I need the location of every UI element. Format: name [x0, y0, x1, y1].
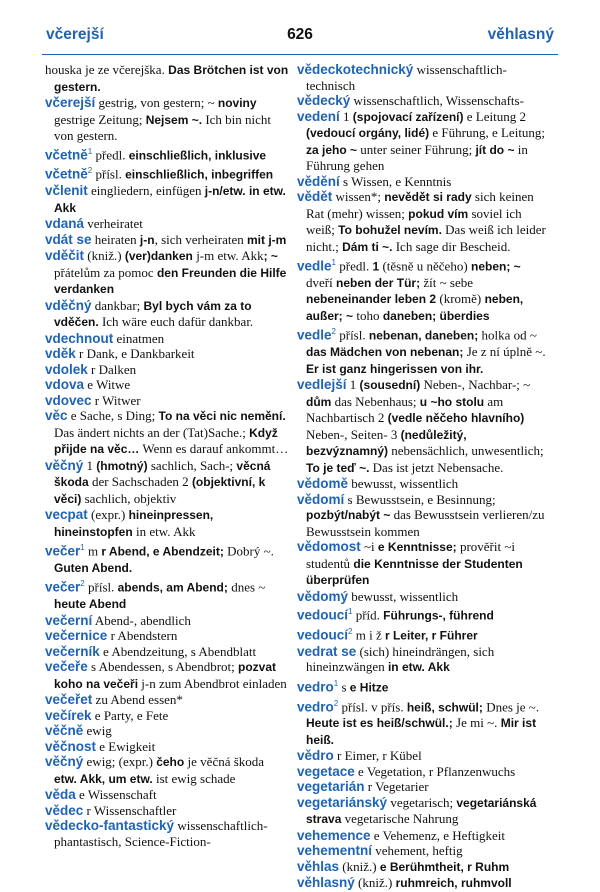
entry-phrase: einschließlich, inbegriffen	[125, 167, 274, 182]
entry-phrase: Dám ti ~.	[342, 239, 393, 254]
entry-headword: vědro	[297, 748, 334, 764]
entry-text: příd.	[352, 607, 384, 623]
entry-text: der Sachschaden 2	[88, 474, 192, 490]
entry-phrase: einschließlich, inklusive	[128, 147, 267, 162]
entry-text: , sich verheiraten	[154, 231, 247, 247]
guide-word-left: včerejší	[46, 26, 104, 43]
entry-text: wissenschaftlich-phantastisch, Science-Fiction-	[54, 818, 268, 849]
entry-headword: věčnost	[45, 738, 97, 754]
entry-text: gestrige Zeitung;	[54, 111, 146, 127]
entry-headword: vecpat	[45, 507, 88, 523]
entry-text: r Vegetarier	[364, 779, 429, 795]
entry-phrase: Heute ist es heiß/schwül.;	[306, 716, 457, 731]
entry-text: (sich) hineindrängen, sich hineinzwängen	[306, 643, 495, 675]
dictionary-entry	[45, 708, 290, 724]
entry-text: e Vehemenz, e Heftigkeit	[370, 827, 505, 843]
homonym-number: 1	[80, 543, 85, 553]
entry-text: Dobrý ~.	[227, 543, 274, 559]
entry-text: r Witwer	[91, 392, 141, 408]
entry-text: e Führung, e Leitung;	[429, 125, 546, 140]
left-column	[45, 62, 290, 849]
dictionary-entry	[45, 393, 290, 409]
entry-headword: včlenit	[45, 183, 88, 199]
dictionary-entry	[297, 748, 547, 764]
entry-headword: vedro	[297, 679, 334, 695]
entry-text: wissen*;	[332, 189, 385, 204]
entry-phrase: (objektivní, k věci)	[54, 475, 266, 506]
entry-text: Je mi ~.	[456, 715, 498, 731]
entry-phrase: (hmotný)	[96, 458, 148, 473]
entry-phrase: Byl bych vám za to vděčen.	[54, 298, 252, 330]
dictionary-entry	[45, 362, 290, 378]
entry-phrase: daneben; überdies	[379, 308, 490, 323]
dictionary-entry	[297, 324, 547, 377]
entry-text: 1	[339, 108, 353, 124]
entry-headword: vědomost	[297, 539, 361, 555]
entry-text: das Nebenhaus;	[331, 393, 420, 409]
entry-phrase: nevědět si rady	[384, 190, 472, 204]
entry-text: prověřit ~i studentů	[306, 539, 515, 571]
dictionary-entry	[45, 818, 290, 849]
entry-text: soviel ich weiß;	[306, 205, 522, 237]
entry-text: (kromě)	[439, 291, 482, 307]
entry-text: vegetarisch;	[387, 794, 457, 810]
dictionary-entry	[45, 739, 290, 755]
entry-phrase: To na věci nic nemění.	[158, 409, 286, 424]
entry-headword: vděčit	[45, 248, 85, 264]
entry-text: předl.	[92, 146, 129, 162]
dictionary-entry	[297, 795, 547, 828]
entry-headword: včetně	[45, 166, 88, 182]
entry-text: (kniž.)	[84, 248, 125, 264]
entry-phrase: To je teď ~.	[306, 460, 370, 475]
entry-text: vehement, heftig	[372, 843, 463, 859]
entry-text: e Ewigkeit	[96, 738, 156, 754]
entry-phrase: neben; ~	[467, 259, 521, 274]
entry-text: einatmen	[113, 330, 165, 346]
entry-text: Wenn es darauf ankommt…	[139, 441, 289, 457]
entry-phrase: (vedoucí orgány, lidé)	[306, 126, 430, 140]
homonym-number: 2	[331, 327, 336, 337]
entry-headword: večer	[45, 579, 81, 595]
entry-phrase: To bohužel nevím.	[338, 223, 442, 237]
header-rule	[42, 54, 558, 55]
entry-headword: vedrat se	[297, 643, 357, 659]
entry-headword: vdechnout	[45, 330, 114, 346]
entry-headword: večerní	[45, 612, 93, 628]
dictionary-entry	[45, 787, 290, 803]
entry-text: j-n zum Abendbrot einladen	[138, 675, 287, 691]
entry-phrase: abends, am Abend;	[117, 580, 232, 595]
entry-text: dankbar;	[91, 297, 144, 313]
entry-phrase: Když přijde na věc…	[54, 425, 278, 457]
entry-headword: vdovec	[45, 392, 92, 408]
entry-headword: večírek	[45, 707, 92, 723]
entry-headword: věda	[45, 787, 76, 803]
dictionary-entry	[45, 232, 290, 249]
homonym-number: 2	[333, 698, 339, 708]
dictionary-entry	[45, 458, 290, 508]
dictionary-entry	[297, 604, 547, 624]
dictionary-entry	[45, 754, 290, 787]
dictionary-entry	[45, 377, 290, 393]
entry-phrase: pozvat koho na večeři	[54, 660, 277, 691]
entry-phrase: r Leiter, r Führer	[384, 628, 478, 643]
entry-text: vegetarische Nahrung	[341, 811, 459, 827]
entry-headword: věc	[45, 408, 68, 424]
entry-text: s	[338, 679, 350, 695]
entry-text: ~i	[360, 539, 378, 555]
dictionary-entry	[45, 163, 290, 183]
homonym-number: 1	[87, 146, 93, 156]
dictionary-entry	[45, 613, 290, 629]
entry-phrase: in etw. Akk	[387, 660, 450, 675]
entry-text: gestrig, von gestern; ~	[95, 95, 218, 110]
entry-phrase: Er ist ganz hingerissen von ihr.	[306, 361, 484, 376]
entry-phrase: Mir ist heiß.	[306, 716, 537, 747]
entry-phrase: (nedůležitý, bezvýznamný)	[306, 427, 467, 459]
entry-text: 1	[346, 377, 360, 393]
entry-text: přísl.	[335, 327, 369, 343]
entry-phrase: u ~ho stolu	[419, 394, 485, 409]
entry-text: e Party, e Fete	[91, 707, 169, 723]
entry-text: zu Abend essen*	[92, 692, 183, 708]
entry-text: bewusst, wissentlich	[348, 588, 459, 604]
entry-phrase: r Abend, e Abendzeit;	[101, 544, 228, 559]
entry-headword: vdát se	[45, 231, 92, 247]
dictionary-entry	[45, 659, 290, 692]
entry-text: Ich wäre euch dafür dankbar.	[98, 314, 254, 330]
entry-phrase: nebeneinander leben 2	[306, 292, 440, 307]
entry-text: s Bewusstsein, e Besinnung;	[344, 491, 496, 507]
entry-text: žít ~ sebe	[423, 274, 474, 290]
dictionary-entry	[45, 408, 290, 458]
entry-headword: vegetarián	[297, 779, 365, 795]
page-number: 626	[287, 26, 313, 43]
dictionary-entry	[45, 628, 290, 644]
dictionary-entry	[45, 62, 290, 95]
dictionary-entry	[297, 624, 547, 644]
entry-phrase: za jeho ~	[306, 142, 358, 157]
entry-phrase: Nejsem ~.	[145, 112, 203, 127]
dictionary-entry	[45, 298, 290, 331]
entry-phrase: (sousední)	[359, 378, 421, 393]
entry-text: přísl.	[84, 579, 118, 595]
dictionary-entry	[45, 95, 290, 144]
dictionary-entry	[297, 644, 547, 676]
entry-text: Das weiß ich leider nicht.;	[306, 222, 546, 254]
dictionary-entry	[45, 248, 290, 298]
entry-headword: vědomí	[297, 491, 345, 507]
entry-headword: vědění	[297, 173, 340, 189]
dictionary-entry	[297, 174, 547, 190]
entry-text: unter seiner Führung;	[357, 141, 476, 157]
entry-text: sachlich, Sach-;	[147, 457, 237, 473]
entry-phrase: e Hitze	[349, 680, 389, 695]
entry-text: bewusst, wissentlich	[348, 476, 459, 492]
dictionary-entry	[297, 255, 547, 324]
entry-text: nebensächlich, unwesentlich;	[388, 443, 544, 459]
entry-phrase: jít do ~	[475, 142, 515, 157]
dictionary-entry	[297, 539, 547, 589]
entry-text: ewig; (expr.)	[83, 754, 157, 770]
entry-text: přísl.	[92, 166, 126, 182]
entry-phrase: čeho	[156, 755, 188, 770]
dictionary-entry	[297, 696, 547, 749]
entry-headword: vedlejší	[297, 377, 347, 393]
homonym-number: 2	[87, 166, 93, 176]
entry-headword: vděk	[45, 346, 76, 362]
dictionary-entry	[45, 540, 290, 576]
entry-text: r Dalken	[87, 361, 137, 377]
dictionary-entry	[297, 779, 547, 795]
entry-phrase: pozbýt/nabýt ~	[306, 508, 391, 523]
entry-headword: vědomý	[297, 588, 349, 604]
entry-text: sachlich, objektiv	[81, 490, 177, 506]
dictionary-entry	[297, 676, 547, 696]
entry-phrase: Guten Abend.	[54, 560, 133, 575]
entry-headword: večeřet	[45, 692, 93, 708]
entry-phrase: j-n/etw. in etw. Akk	[54, 184, 286, 215]
entry-text: 1	[83, 457, 97, 473]
entry-text: sich keinen Rat (mehr) wissen;	[306, 189, 534, 221]
entry-headword: vedro	[297, 698, 334, 714]
entry-headword: včerejší	[45, 95, 96, 110]
entry-phrase: nebenan, daneben;	[368, 328, 482, 343]
entry-text: am Nachbartisch 2	[306, 393, 504, 426]
homonym-number: 2	[80, 579, 85, 589]
entry-text: r Abendstern	[107, 628, 178, 644]
dictionary-entry	[297, 828, 547, 844]
entry-phrase: e Kenntnisse;	[377, 540, 460, 555]
entry-text: (kniž.)	[339, 858, 380, 874]
entry-text: wissenschaftlich-technisch	[306, 62, 507, 93]
entry-text: Neben-, Seiten- 3	[306, 426, 401, 442]
dictionary-entry	[45, 183, 290, 216]
entry-text: toho	[356, 307, 380, 323]
entry-text: m i ž	[352, 627, 385, 643]
homonym-number: 1	[331, 258, 336, 267]
entry-phrase: mit j-m	[246, 232, 287, 247]
dictionary-entry	[45, 644, 290, 660]
entry-headword: vedení	[297, 108, 340, 124]
entry-phrase: Das Brötchen ist von gestern.	[54, 63, 289, 94]
entry-headword: večerník	[45, 643, 100, 659]
dictionary-entry	[45, 692, 290, 708]
entry-headword: věhlas	[297, 858, 340, 874]
homonym-number: 1	[333, 678, 339, 688]
entry-headword: vdaná	[45, 216, 85, 232]
dictionary-entry	[45, 331, 290, 347]
entry-text: e Witwe	[84, 377, 131, 393]
entry-headword: vedle	[297, 327, 332, 343]
entry-headword: věčný	[45, 754, 84, 770]
entry-headword: věčný	[45, 457, 84, 473]
entry-text: Ich sage dir Bescheid.	[392, 238, 511, 254]
dictionary-entry	[297, 377, 547, 476]
entry-phrase: neben der Tür;	[332, 275, 424, 290]
entry-text: j-m etw. Akk	[196, 248, 264, 264]
entry-headword: vehementní	[297, 843, 373, 859]
entry-phrase: das Mädchen von nebenan;	[306, 345, 467, 360]
entry-phrase: (vedle něčeho hlavního)	[387, 411, 525, 426]
dictionary-entry	[297, 875, 547, 892]
entry-phrase: heiß, schwül;	[406, 699, 487, 714]
dictionary-entry	[297, 843, 547, 859]
entry-headword: večer	[45, 543, 81, 559]
entry-headword: vdova	[45, 377, 85, 393]
entry-phrase: ruhmreich, ruhmvoll	[395, 876, 512, 891]
entry-text: r Dank, e Dankbarkeit	[75, 346, 195, 362]
entry-text: Das ändert nichts an der (Tat)Sache.;	[54, 424, 250, 440]
dictionary-entry	[297, 764, 547, 780]
entry-text: předl.	[335, 258, 373, 274]
entry-headword: vděčný	[45, 297, 92, 313]
entry-phrase: (ver)danken	[124, 249, 197, 264]
dictionary-entry	[297, 189, 547, 255]
entry-phrase: dům	[306, 394, 332, 409]
dictionary-entry	[297, 93, 547, 109]
dictionary-entry	[45, 346, 290, 362]
entry-text: dveří	[306, 274, 333, 290]
entry-headword: večeře	[45, 659, 88, 675]
entry-phrase: j-n	[139, 232, 155, 247]
entry-phrase: (spojovací zařízení)	[352, 109, 464, 124]
entry-headword: vegetariánský	[297, 794, 388, 810]
entry-phrase: die Kenntnisse der Studenten überprüfen	[306, 556, 523, 588]
entry-text: dnes ~	[231, 579, 266, 595]
entry-text: Neben-, Nachbar-; ~	[420, 377, 531, 393]
entry-text: s Wissen, e Kenntnis	[339, 173, 452, 189]
entry-headword: vědět	[297, 189, 333, 204]
right-column	[297, 62, 547, 892]
entry-phrase: den Freunden die Hilfe verdanken	[54, 265, 287, 297]
entry-headword: vedle	[297, 258, 332, 274]
entry-text: eingliedern, einfügen	[87, 183, 205, 199]
entry-phrase: noviny	[217, 96, 257, 110]
entry-text: m	[84, 543, 102, 559]
dictionary-entry	[297, 476, 547, 492]
entry-headword: vědecký	[297, 93, 351, 108]
entry-phrase: hineinpressen, hineinstopfen	[54, 508, 214, 539]
homonym-number: 2	[348, 626, 353, 636]
entry-text: přísl. v přís.	[338, 698, 407, 714]
homonym-number: 1	[348, 607, 353, 617]
entry-text: ewig	[83, 723, 112, 739]
entry-text: s Abendessen, s Abendbrot;	[87, 659, 239, 675]
entry-text: r Wissenschaftler	[83, 802, 177, 818]
dictionary-entry	[45, 576, 290, 612]
entry-text: (expr.)	[87, 507, 129, 523]
dictionary-entry	[297, 589, 547, 605]
entry-text: e Sache, s Ding;	[67, 408, 159, 424]
entry-phrase: heute Abend	[54, 597, 127, 612]
entry-text: verheiratet	[84, 216, 143, 232]
dictionary-entry	[297, 859, 547, 876]
entry-phrase: neben, außer; ~	[306, 292, 524, 323]
entry-text: e Vegetation, r Pflanzenwuchs	[354, 763, 516, 779]
entry-text: Dnes je ~.	[486, 698, 540, 714]
entry-text: Das ist jetzt Nebensache.	[369, 459, 504, 475]
entry-text: přátelům za pomoc	[54, 264, 154, 280]
dictionary-entry	[45, 507, 290, 540]
entry-headword: vdolek	[45, 361, 88, 377]
entry-text: e Wissenschaft	[75, 787, 157, 803]
entry-text: Je z ní úplně ~.	[466, 344, 546, 360]
dictionary-entry	[297, 62, 547, 93]
entry-text: in etw. Akk	[136, 523, 196, 539]
dictionary-entry	[45, 144, 290, 164]
dictionary-entry	[45, 723, 290, 739]
entry-text: holka od ~	[481, 327, 537, 343]
entry-text: in Führung gehen	[306, 141, 528, 173]
entry-headword: věčně	[45, 723, 84, 739]
entry-headword: vědecko-fantastický	[45, 818, 175, 834]
entry-headword: vehemence	[297, 827, 371, 843]
entry-headword: věhlasný	[297, 875, 355, 891]
entry-phrase: etw. Akk, um etw.	[54, 771, 153, 786]
guide-word-right: věhlasný	[487, 26, 554, 43]
entry-text: Abend-, abendlich	[92, 612, 191, 628]
entry-phrase: pokud vím	[408, 206, 469, 221]
entry-phrase: Führungs-, führend	[383, 608, 494, 623]
entry-phrase: e Berühmtheit, r Ruhm	[379, 859, 510, 874]
dictionary-entry	[297, 109, 547, 174]
entry-phrase: vegetariánská strava	[306, 795, 537, 827]
entry-text: houska je ze včerejška.	[45, 62, 165, 77]
entry-text: heiraten	[91, 231, 140, 247]
entry-headword: vedoucí	[297, 627, 349, 643]
entry-text: Ich bin nicht von gestern.	[54, 111, 272, 143]
entry-phrase: 1	[372, 259, 383, 274]
entry-text: (těsně u něčeho)	[382, 258, 468, 274]
dictionary-entry	[45, 803, 290, 819]
entry-text: das Bewusstsein verlieren/zu Bewusstsein kommen	[306, 507, 545, 539]
entry-headword: vedoucí	[297, 607, 349, 623]
dictionary-entry	[297, 492, 547, 540]
entry-headword: večernice	[45, 628, 108, 644]
entry-headword: vědomě	[297, 476, 349, 492]
entry-text: ist ewig schade	[152, 770, 236, 786]
page-header	[46, 26, 554, 52]
entry-text: wissenschaftlich, Wissenschafts-	[350, 93, 524, 108]
entry-headword: vědec	[45, 802, 84, 818]
entry-phrase: ; ~	[263, 249, 278, 264]
entry-headword: vegetace	[297, 763, 355, 779]
entry-phrase: věcná škoda	[54, 458, 271, 490]
entry-headword: vědeckotechnický	[297, 62, 414, 77]
entry-headword: včetně	[45, 146, 88, 162]
dictionary-entry	[45, 216, 290, 232]
entry-text: r Eimer, r Kübel	[333, 748, 422, 764]
entry-text: e Abendzeitung, s Abendblatt	[99, 643, 257, 659]
entry-text: (kniž.)	[354, 875, 396, 891]
entry-text: e Leitung 2	[463, 108, 526, 124]
entry-text: je věčná škoda	[187, 754, 265, 770]
